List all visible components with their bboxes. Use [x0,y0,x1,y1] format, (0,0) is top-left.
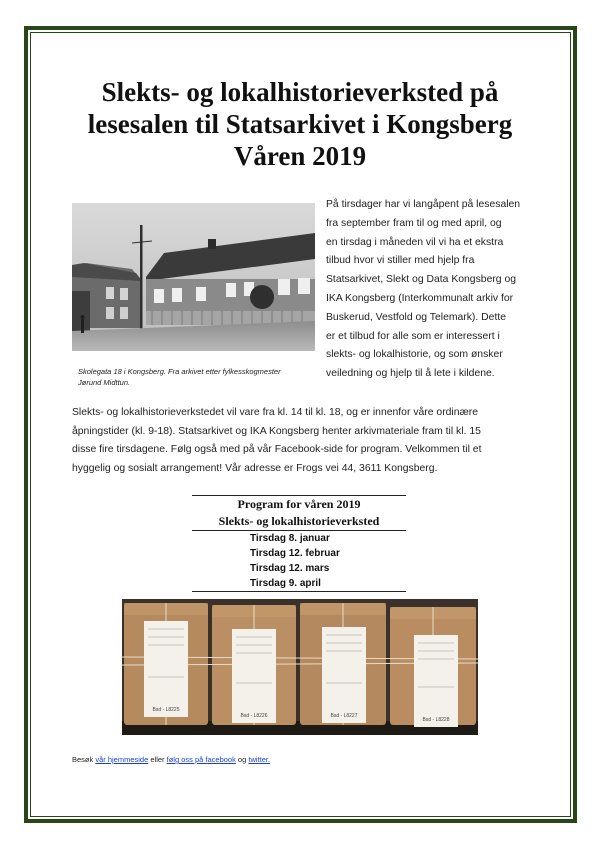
footer-prefix: Besøk [72,755,96,764]
box-label: Bsd - L8225 [152,707,180,713]
program-subheading: Slekts- og lokalhistorieverksted [218,514,380,528]
intro-line: Buskerud, Vestfold og Telemark). Dette [326,311,507,323]
intro-line: På tirsdager har vi langåpent på lesesalen [326,199,521,210]
intro-line: fra september fram til og med april, og [326,217,502,229]
box-label: Bsd - L8228 [422,717,450,723]
box-label: Bsd - L8226 [240,713,268,719]
intro-line: slekts- og lokalhistorie, og som ønsker [326,349,503,361]
house-photo-illustration [72,203,315,351]
body-line: Slekts- og lokalhistorieverkstedet vil vare fra kl. 14 til kl. 18, og er innenfor våre ordinære [72,407,478,418]
body-line: åpningstider (kl. 9-18). Statsarkivet og IKA Kongsberg henter arkivmateriale fram til kl. 15 [72,425,481,437]
program-heading: Program for våren 2019 [237,497,361,511]
archive-boxes-illustration [122,599,478,735]
body-paragraph [72,404,538,478]
twitter-link[interactable]: twitter. [248,755,271,764]
footer-middle-2: og [235,755,249,764]
homepage-link[interactable]: vår hjemmeside [95,755,149,764]
intro-line: tilbud hvor vi stiller med hjelp fra [326,255,475,267]
program-date: Tirsdag 9. april [250,578,321,589]
program-bottom-rule [192,591,406,592]
title-line-3: Våren 2019 [233,141,367,171]
title-line-2: lesesalen til Statsarkivet i Kongsberg [87,109,513,139]
body-line: hyggelig og sosialt arrangement! Vår adresse er Frogs vei 44, 3611 Kongsberg. [72,462,438,474]
intro-line: en tirsdag i måneden vil vi ha et ekstra [326,236,504,248]
intro-line: er et tilbud for alle som er interessert i [326,330,500,342]
intro-paragraph [326,196,532,384]
intro-line: veiledning og hjelp til å lete i kildene. [326,368,495,380]
facebook-link[interactable]: følg oss på facebook [166,755,236,764]
title-line-1: Slekts- og lokalhistorieverksted på [101,77,499,107]
caption-line-1: Skolegata 18 i Kongsberg. Fra arkivet etter fylkesskogmester [78,367,281,376]
program-date: Tirsdag 8. januar [250,533,330,544]
footer-links [72,754,532,765]
house-photo [72,203,315,351]
footer-middle-1: eller [148,755,167,764]
body-line: disse fire tirsdagene. Følg også med på vår Facebook-side for program. Velkommen til et [72,444,482,455]
program-date: Tirsdag 12. mars [250,563,330,574]
program-date: Tirsdag 12. februar [250,548,340,559]
intro-line: Statsarkivet, Slekt og Data Kongsberg og [326,274,517,286]
photo-caption [78,366,318,388]
caption-line-2: Jørund Midttun. [78,378,131,387]
archive-boxes-photo [122,599,478,735]
page-title [40,76,560,172]
intro-line: IKA Kongsberg (Interkommunalt arkiv for [326,292,514,304]
program-table [192,495,406,592]
program-date-list [192,531,406,591]
box-label: Bsd - L8227 [330,713,358,719]
